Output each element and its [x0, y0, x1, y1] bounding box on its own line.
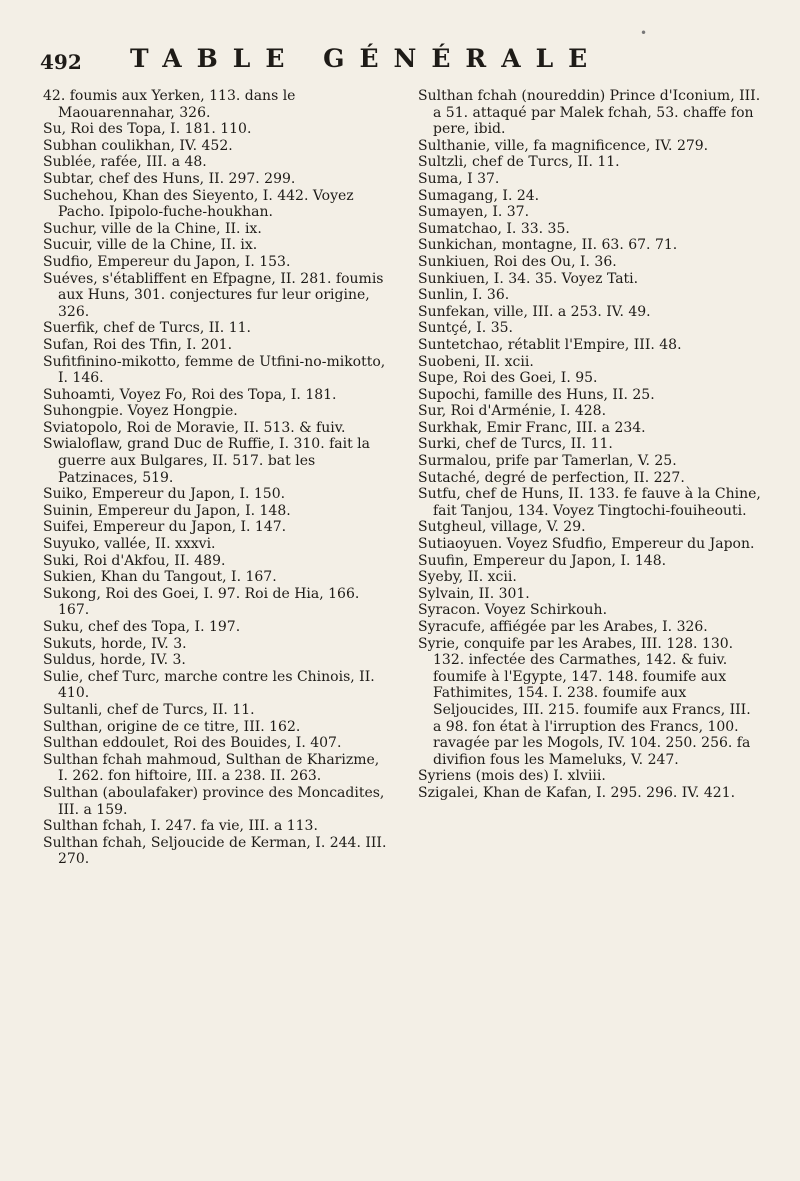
index-entry: Sumayen, I. 37. [418, 204, 530, 221]
index-entry: Suhoamti, Voyez Fo, Roi des Topa, I. 181. [43, 386, 337, 403]
index-entry: Sunkiuen, I. 34. 35. Voyez Tati. [418, 270, 639, 287]
index-entry: Sulie, chef Turc, marche contre les Chinois, II. 410. [43, 668, 375, 702]
index-entry: Sucuir, ville de la Chine, II. ix. [43, 237, 258, 254]
page-header [40, 44, 760, 84]
index-entry: Suntetchao, rétablit l'Empire, III. 48. [418, 336, 682, 353]
index-entry: 42. foumis aux Yerken, 113. dans le Maouarennahar, 326. [43, 88, 296, 121]
index-entry: Syracufe, affiégée par les Arabes, I. 326. [418, 619, 708, 635]
index-entry: Szigalei, Khan de Kafan, I. 295. 296. IV. 421. [418, 784, 736, 801]
index-entry: Sulthan fchah mahmoud, Sulthan de Kharizme, I. 262. fon hiftoire, III. a 238. II. 263. [43, 751, 380, 785]
index-entry: Sunkichan, montagne, II. 63. 67. 71. [418, 237, 678, 254]
index-entry: Sumatchao, I. 33. 35. [418, 220, 570, 237]
index-entry: Sunkiuen, Roi des Ou, I. 36. [418, 253, 617, 270]
index-entry: Syeby, II. xcii. [418, 569, 517, 586]
index-entry: Subtar, chef des Huns, II. 297. 299. [43, 170, 296, 187]
index-entry: Sublée, rafée, III. a 48. [43, 154, 207, 171]
index-entry: Sulthanie, ville, fa magnificence, IV. 279. [418, 137, 709, 154]
left-column [43, 88, 388, 868]
index-entry: Sutiaoyuen. Voyez Sfudfio, Empereur du Japon. [418, 536, 755, 553]
index-entry: Sulthan fchah (noureddin) Prince d'Iconium, III. a 51. attaqué par Malek fchah, 53. chaffe fon pere, ibid. [418, 88, 761, 138]
index-entry: Suki, Roi d'Akfou, II. 489. [43, 552, 226, 569]
index-entry: Sumagang, I. 24. [418, 187, 540, 204]
index-entry: Sufitfinino-mikotto, femme de Utfini-no-mikotto, I. 146. [43, 353, 386, 387]
index-entry: Surmalou, prife par Tamerlan, V. 25. [418, 453, 677, 470]
index-entry: Subhan coulikhan, IV. 452. [43, 137, 233, 154]
index-entry: Sviatopolo, Roi de Moravie, II. 513. & fuiv. [43, 419, 346, 436]
index-entry: Sunfekan, ville, III. a 253. IV. 49. [418, 303, 651, 320]
index-entry: Suiko, Empereur du Japon, I. 150. [43, 486, 286, 503]
index-entry: Suku, chef des Topa, I. 197. [43, 619, 241, 635]
index-entry: Sukien, Khan du Tangout, I. 167. [43, 569, 277, 586]
index-entry: Sulthan eddoulet, Roi des Bouides, I. 407. [43, 735, 342, 752]
index-entry: Supe, Roi des Goei, I. 95. [418, 370, 598, 387]
index-entry: Sutgheul, village, V. 29. [418, 519, 586, 536]
index-entry: Supochi, famille des Huns, II. 25. [418, 386, 655, 403]
index-entry: Sulthan, origine de ce titre, III. 162. [43, 718, 301, 735]
index-entry: Suobeni, II. xcii. [418, 353, 534, 370]
index-entry: Sutaché, degré de perfection, II. 227. [418, 469, 685, 486]
index-entry: Suifei, Empereur du Japon, I. 147. [43, 519, 287, 536]
index-entry: Sulthan (aboulafaker) province des Moncadites, III. a 159. [43, 784, 385, 818]
index-entry: Su, Roi des Topa, I. 181. 110. [43, 121, 252, 138]
index-entry: Surki, chef de Turcs, II. 11. [418, 436, 613, 453]
index-entry: Suldus, horde, IV. 3. [43, 652, 186, 669]
index-entry: Suntçé, I. 35. [418, 320, 513, 337]
index-entry: Syrie, conquife par les Arabes, III. 128. 130. 132. infectée des Carmathes, 142. & fuiv. foumife à l'Egypte, 147. 148. foumife aux Fathimites, 154. I. 238. foumife aux Seljoucides, III. 215. foumife aux Francs, III. a 98. fon état à l'irruption des Francs, 100. ravagée par les Mogols, IV. 104. 250. 256. fa divifion fous les Mameluks, V. 247. [418, 635, 751, 768]
index-entry: Sukuts, horde, IV. 3. [43, 635, 187, 652]
index-entry: Sultzli, chef de Turcs, II. 11. [418, 154, 620, 171]
index-entry: Suma, I 37. [418, 170, 500, 187]
index-entry: Suyuko, vallée, II. xxxvi. [43, 536, 216, 553]
index-entry: Sylvain, II. 301. [418, 585, 530, 602]
index-entry: Suufin, Empereur du Japon, I. 148. [418, 552, 667, 569]
index-entry: Surkhak, Emir Franc, III. a 234. [418, 419, 646, 436]
index-entry: Sukong, Roi des Goei, I. 97. Roi de Hia, 166. 167. [43, 585, 360, 619]
right-column [418, 88, 763, 802]
running-title: TABLE GÉNÉRALE [130, 44, 603, 73]
index-entry: Syracon. Voyez Schirkouh. [418, 602, 608, 619]
index-entry: Suerfik, chef de Turcs, II. 11. [43, 320, 251, 337]
index-entry: Sunlin, I. 36. [418, 287, 510, 304]
index-entry: Suchehou, Khan des Sieyento, I. 442. Voyez Pacho. Ipipolo-fuche-houkhan. [43, 187, 354, 221]
index-entry: Sur, Roi d'Arménie, I. 428. [418, 403, 607, 420]
index-entry: Suhongpie. Voyez Hongpie. [43, 403, 238, 420]
index-entry: Sulthan fchah, Seljoucide de Kerman, I. 244. III. 270. [43, 834, 387, 868]
index-entry: Sudfio, Empereur du Japon, I. 153. [43, 253, 291, 270]
index-entry: Sufan, Roi des Tfin, I. 201. [43, 336, 233, 353]
index-entry: Suchur, ville de la Chine, II. ix. [43, 220, 262, 237]
index-entry: Suinin, Empereur du Japon, I. 148. [43, 502, 291, 519]
index-entry: Sulthan fchah, I. 247. fa vie, III. a 113. [43, 818, 318, 835]
index-entry: Suéves, s'établiffent en Efpagne, II. 281. foumis aux Huns, 301. conjectures fur leur origine, 326. [43, 270, 384, 320]
index-entry: Sutfu, chef de Huns, II. 133. fe fauve à la Chine, fait Tanjou, 134. Voyez Tingtochi-fouiheouti. [418, 486, 761, 519]
index-entry: Syriens (mois des) I. xlviii. [418, 768, 606, 785]
page-number: 492 [40, 50, 82, 74]
index-entry: Swialoflaw, grand Duc de Ruffie, I. 310. fait la guerre aux Bulgares, II. 517. bat les Patzinaces, 519. [43, 436, 370, 486]
page-mark: • [640, 26, 648, 40]
index-entry: Sultanli, chef de Turcs, II. 11. [43, 701, 255, 718]
